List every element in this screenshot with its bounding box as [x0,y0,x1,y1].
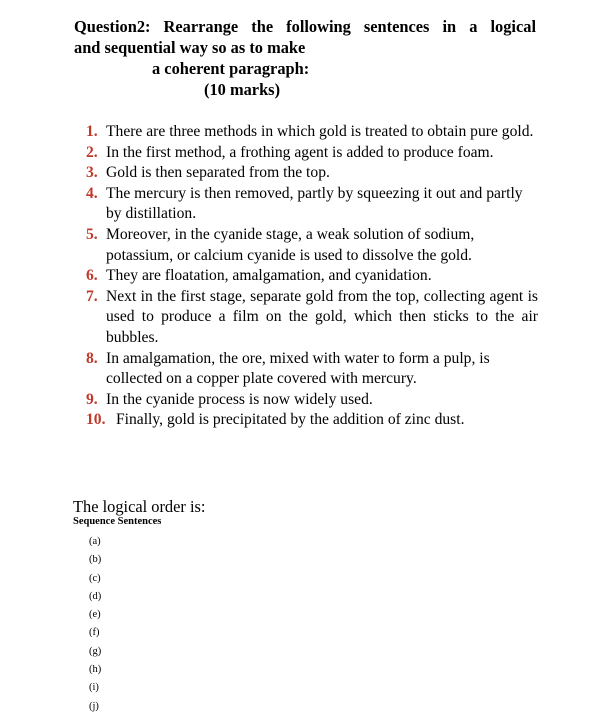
question-line-1: Question2: Rearrange the following sentences in a logical [74,17,536,36]
list-item [86,390,538,411]
sentence-number: 8. [86,349,98,367]
sentence-number: 2. [86,143,98,161]
sequence-letter-list [89,533,101,716]
question-marks: (10 marks) [204,80,281,99]
list-item [86,266,538,287]
sentence-number: 4. [86,184,98,202]
list-item [86,287,538,349]
sequence-letter: (i) [89,682,99,694]
sentence-list [86,122,538,431]
sentence-number: 3. [86,164,98,182]
sentence-number: 10. [86,411,106,429]
answer-title: The logical order is: [73,497,206,516]
sentence-text: Next in the first stage, separate gold from the top, collecting agent is used to produce a film on the gold, which then sticks to the air bubbles. [106,287,538,346]
sequence-letter: (g) [89,645,102,657]
sequence-letter: (d) [89,590,102,602]
sentence-text: Gold is then separated from the top. [106,164,330,182]
sentence-text: There are three methods in which gold is treated to obtain pure gold. [106,123,534,140]
sentence-text: They are floatation, amalgamation, and cyanidation. [106,267,432,285]
sequence-letter: (f) [89,627,100,639]
sentence-number: 7. [86,287,98,305]
sentence-text: The mercury is then removed, partly by squeezing it out and partly by distillation. [106,184,523,223]
sequence-header: Sequence Sentences [73,516,162,527]
list-item [86,184,538,225]
list-item [86,410,538,431]
sentence-text: Moreover, in the cyanide stage, a weak solution of sodium, potassium, or calcium cyanide is used to dissolve the gold. [106,225,475,264]
sequence-letter: (b) [89,554,102,566]
list-item [86,143,538,164]
list-item [86,163,538,184]
list-item [86,225,538,266]
sentence-number: 5. [86,225,98,243]
list-item [86,122,538,143]
sequence-letter: (c) [89,572,101,584]
sentence-text: In amalgamation, the ore, mixed with water to form a pulp, is collected on a copper plate covered with mercury. [106,349,490,388]
question-line-3: a coherent paragraph: [152,59,310,78]
sentence-number: 6. [86,267,98,285]
sentence-text: In the first method, a frothing agent is added to produce foam. [106,143,494,161]
sentence-number: 9. [86,390,98,408]
list-item [86,349,538,390]
sequence-letter: (j) [89,700,99,712]
question-heading [74,16,536,100]
sequence-letter: (a) [89,536,101,547]
sentence-text: Finally, gold is precipitated by the addition of zinc dust. [116,411,465,429]
sequence-letter: (h) [89,664,102,676]
sentence-text: In the cyanide process is now widely used. [106,390,373,408]
sequence-letter: (e) [89,609,101,621]
question-line-2: and sequential way so as to make [74,38,306,57]
sentence-number: 1. [86,123,98,140]
